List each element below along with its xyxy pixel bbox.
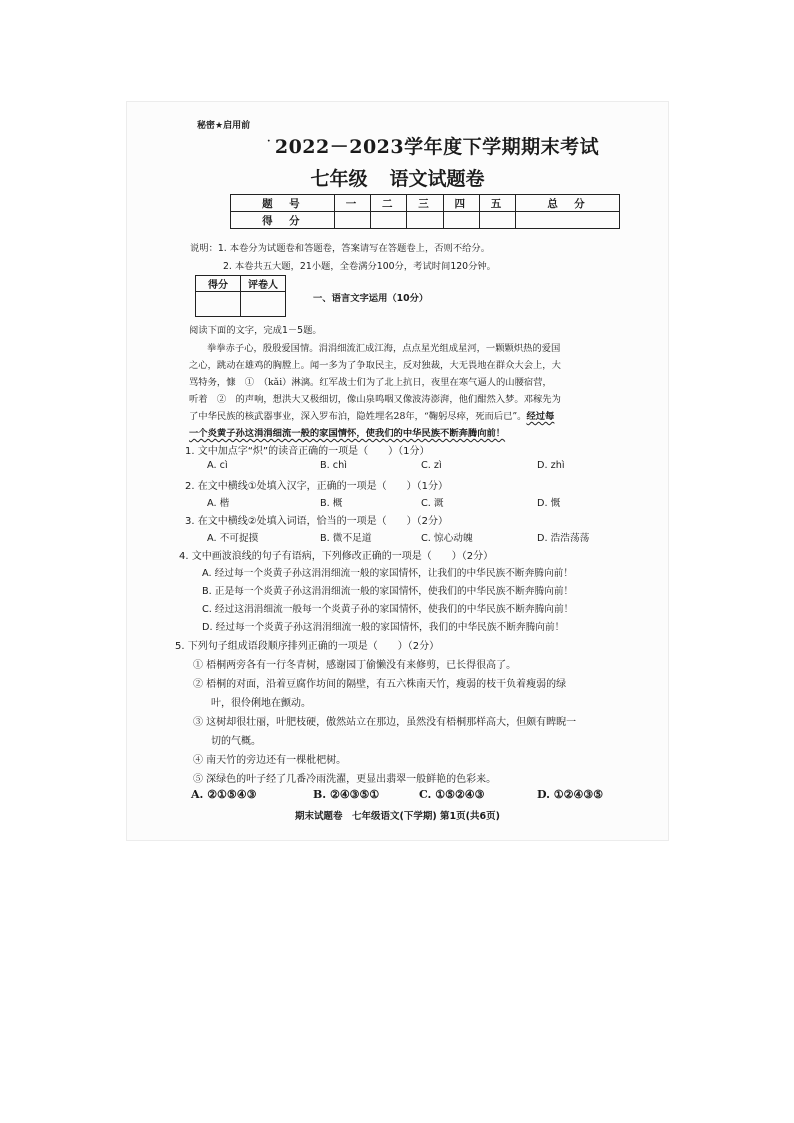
q3-option-b: B. 微不足道 bbox=[320, 533, 372, 544]
score-cell bbox=[334, 212, 370, 229]
grader-score-cell bbox=[196, 292, 241, 317]
question-3: 3. 在文中横线②处填入词语，恰当的一项是（ ）（2分） bbox=[185, 516, 449, 527]
wavy-sentence-start: 经过每 bbox=[526, 411, 555, 422]
q2-option-c: C. 溉 bbox=[421, 498, 444, 509]
score-cell bbox=[479, 212, 515, 229]
q5-sentence-3-cont: 切的气概。 bbox=[211, 736, 261, 747]
q5-option-a: A. ②①⑤④③ bbox=[191, 788, 257, 801]
score-cell bbox=[516, 212, 620, 229]
score-table bbox=[230, 194, 620, 229]
q3-option-a: A. 不可捉摸 bbox=[207, 533, 259, 544]
score-table-score-row bbox=[231, 212, 620, 229]
q4-option-c: C. 经过这涓涓细流一般每一个炎黄子孙的家国情怀，使我们的中华民族不断奔腾向前！ bbox=[202, 604, 574, 615]
passage-lead: 阅读下面的文字，完成1－5题。 bbox=[189, 325, 322, 336]
score-cell bbox=[407, 212, 443, 229]
score-header-cell: 总 分 bbox=[516, 195, 620, 212]
q2-option-d: D. 慨 bbox=[537, 498, 561, 509]
q5-sentence-4: ④ 南天竹的旁边还有一棵枇杷树。 bbox=[193, 755, 347, 766]
question-1: 1. 文中加点字“炽”的读音正确的一项是（ ）（1分） bbox=[185, 446, 430, 457]
score-header-cell: 一 bbox=[334, 195, 370, 212]
q5-sentence-5: ⑤ 深绿色的叶子经了几番冷雨洗濯，更显出翡翠一般鲜艳的色彩来。 bbox=[193, 774, 497, 785]
exam-page bbox=[127, 102, 668, 840]
q5-option-b: B. ②④③⑤① bbox=[313, 788, 380, 801]
q1-option-b: B. chì bbox=[320, 460, 347, 471]
grader-name-cell bbox=[241, 292, 286, 317]
passage-line-6 bbox=[189, 425, 505, 439]
passage-line: 骂特务，慷 ① （kǎi）淋漓。红军战士们为了北上抗日，夜里在寒气逼人的山腰宿营， bbox=[189, 377, 552, 388]
q3-option-c: C. 惊心动魄 bbox=[421, 533, 473, 544]
q5-option-c: C. ①⑤②④③ bbox=[419, 788, 485, 801]
score-header-cell: 三 bbox=[407, 195, 443, 212]
section-title: 一、语言文字运用（10分） bbox=[313, 293, 429, 304]
exam-subtitle bbox=[127, 164, 668, 191]
q5-sentence-3: ③ 这树却很壮丽，叶肥枝硬，傲然站立在那边，虽然没有梧桐那样高大，但颇有睥睨一 bbox=[193, 717, 577, 728]
passage-line: 之心，跳动在雄鸡的胸膛上。闻一多为了争取民主，反对独裁，大无畏地在群众大会上，大 bbox=[189, 360, 561, 371]
passage-line: 拳拳赤子心，殷殷爱国情。涓涓细流汇成江海，点点星光组成星河，一颗颗炽热的爱国 bbox=[207, 343, 561, 354]
q2-option-a: A. 楷 bbox=[207, 498, 230, 509]
score-cell bbox=[443, 212, 479, 229]
grade-label: 七年级 bbox=[310, 168, 368, 190]
passage-line-5 bbox=[189, 408, 554, 422]
q1-option-d: D. zhì bbox=[537, 460, 565, 471]
score-cell bbox=[371, 212, 407, 229]
q1-option-a: A. cì bbox=[207, 460, 228, 471]
question-5: 5. 下列句子组成语段顺序排列正确的一项是（ ）（2分） bbox=[175, 641, 440, 652]
score-header-cell: 四 bbox=[443, 195, 479, 212]
q4-option-d: D. 经过每一个炎黄子孙这涓涓细流一般的家国情怀，我们的中华民族不断奔腾向前！ bbox=[202, 622, 565, 633]
passage-line: 听着 ② 的声响，想洪大又极细切，像山泉鸣咽又像波涛澎湃，他们酣然入梦。邓稼先为 bbox=[189, 394, 561, 405]
q4-option-a: A. 经过每一个炎黄子孙这涓涓细流一般的家国情怀，让我们的中华民族不断奔腾向前！ bbox=[202, 568, 574, 579]
instruction-1: 说明：1. 本卷分为试题卷和答题卷，答案请写在答题卷上，否则不给分。 bbox=[190, 243, 491, 254]
question-4: 4. 文中画波浪线的句子有语病，下列修改正确的一项是（ ）（2分） bbox=[179, 551, 494, 562]
score-row-label: 得 分 bbox=[231, 212, 335, 229]
grader-score-label: 得分 bbox=[196, 276, 241, 292]
q5-sentence-2: ② 梧桐的对面，沿着豆腐作坊间的隔壁，有五六株南天竹，瘦弱的枝干负着瘦弱的绿 bbox=[193, 679, 567, 690]
wavy-sentence: 一个炎黄子孙这涓涓细流一般的家国情怀，使我们的中华民族不断奔腾向前！ bbox=[189, 428, 506, 439]
score-header-cell: 五 bbox=[479, 195, 515, 212]
secret-label: 秘密★启用前 bbox=[197, 121, 251, 131]
q1-option-c: C. zì bbox=[421, 460, 442, 471]
q4-option-b: B. 正是每一个炎黄子孙这涓涓细流一般的家国情怀，使我们的中华民族不断奔腾向前！ bbox=[202, 586, 574, 597]
title-dot: · bbox=[267, 136, 271, 147]
grader-name-label: 评卷人 bbox=[241, 276, 286, 292]
exam-title: 2022－2023学年度下学期期末考试 bbox=[274, 136, 600, 158]
q5-option-d: D. ①②④③⑤ bbox=[537, 788, 604, 801]
instruction-2: 2. 本卷共五大题，21小题，全卷满分100分，考试时间120分钟。 bbox=[223, 261, 496, 272]
q3-option-d: D. 浩浩荡荡 bbox=[537, 533, 590, 544]
passage-text: 了中华民族的核武器事业，深入罗布泊，隐姓埋名28年，“鞠躬尽瘁，死而后已”。 bbox=[189, 411, 527, 422]
subject-label: 语文试题卷 bbox=[389, 168, 485, 190]
grader-box bbox=[195, 275, 286, 317]
question-2: 2. 在文中横线①处填入汉字，正确的一项是（ ）（1分） bbox=[185, 481, 449, 492]
score-header-cell: 二 bbox=[371, 195, 407, 212]
score-header-cell: 题 号 bbox=[231, 195, 335, 212]
page-footer: 期末试题卷 七年级语文(下学期) 第1页(共6页) bbox=[295, 811, 500, 822]
q2-option-b: B. 概 bbox=[320, 498, 343, 509]
q5-sentence-2-cont: 叶，很伶俐地在颤动。 bbox=[211, 698, 311, 709]
score-table-header-row bbox=[231, 195, 620, 212]
q5-sentence-1: ① 梧桐两旁各有一行冬青树，感谢园丁偷懒没有来修剪，已长得很高了。 bbox=[193, 660, 517, 671]
